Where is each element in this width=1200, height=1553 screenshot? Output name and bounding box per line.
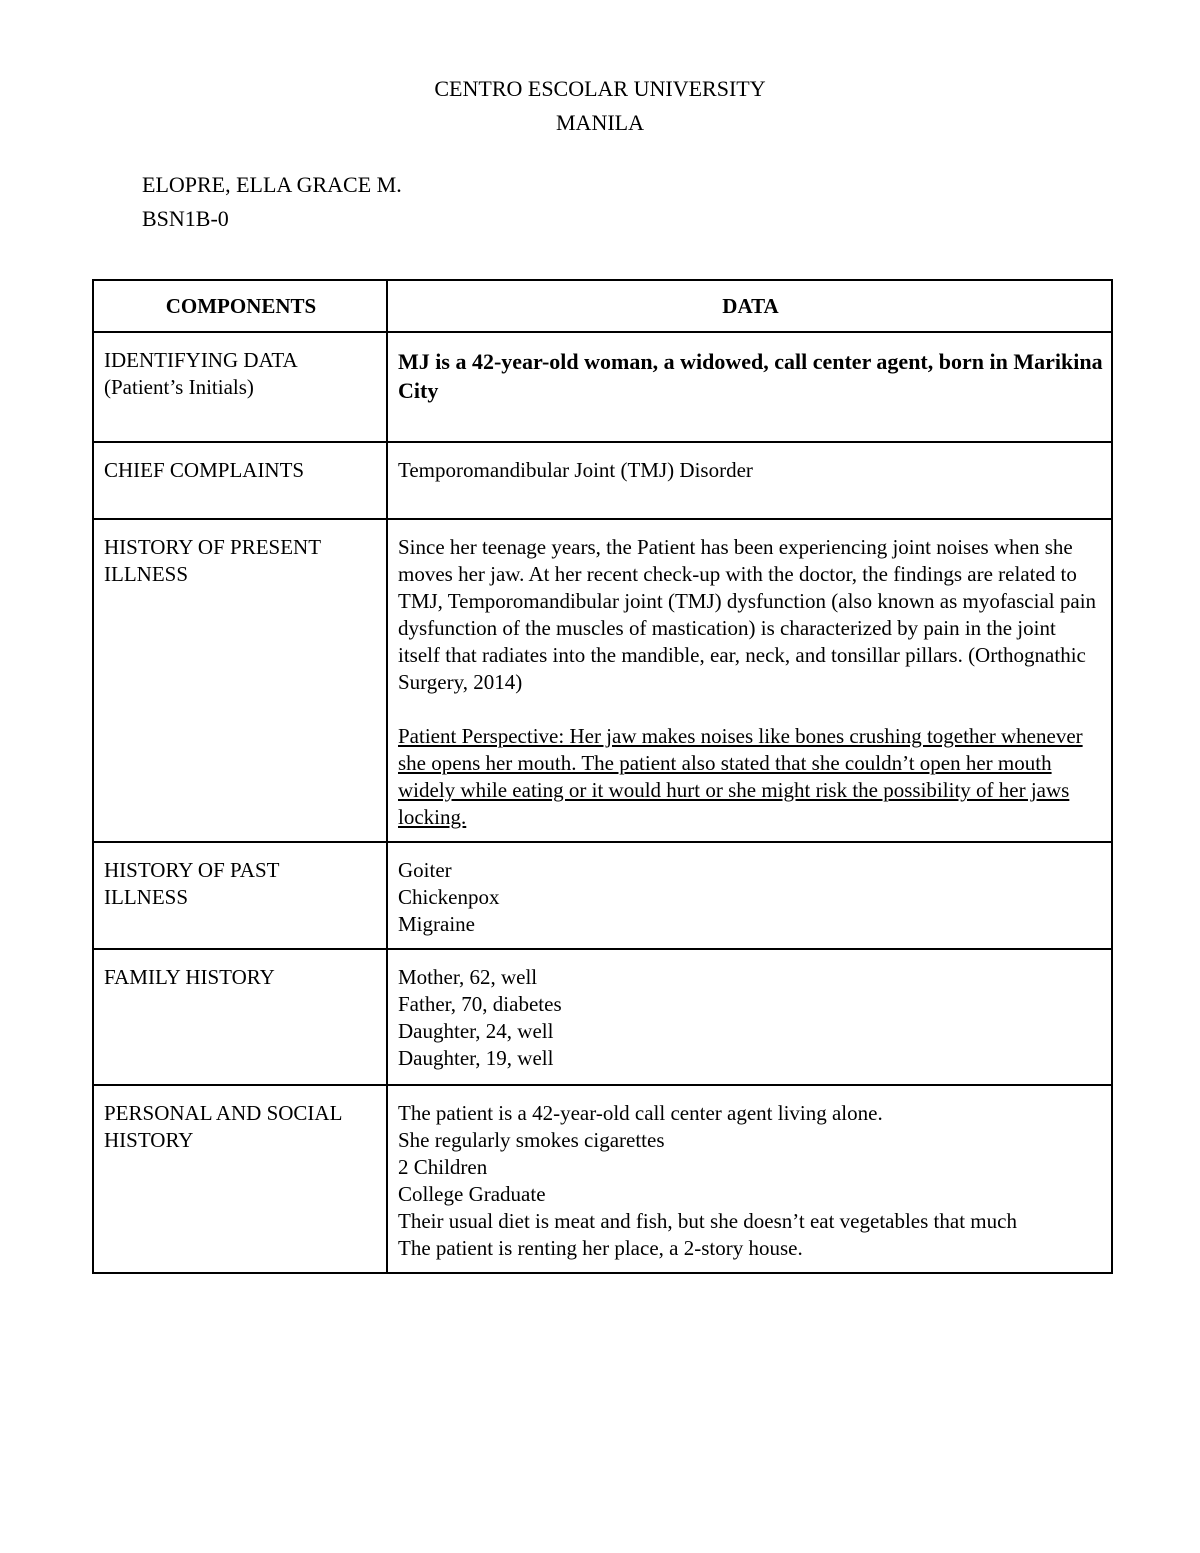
table-row [93, 949, 1112, 1085]
list-item: Father, 70, diabetes [398, 992, 562, 1016]
table-row [93, 1085, 1112, 1273]
list-item: Daughter, 24, well [398, 1019, 554, 1043]
table-row [93, 842, 1112, 949]
component-label: CHIEF COMPLAINTS [104, 458, 305, 482]
campus-name: MANILA [556, 110, 644, 135]
data-cell [387, 332, 1112, 442]
component-label-cont: HISTORY [104, 1128, 194, 1152]
chief-complaint-text: Temporomandibular Joint (TMJ) Disorder [398, 458, 753, 482]
data-cell [387, 519, 1112, 842]
health-history-table [92, 279, 1113, 1274]
component-cell [93, 332, 387, 442]
component-label: HISTORY OF PRESENT [104, 535, 322, 559]
table-header-row [93, 280, 1112, 332]
list-item: Their usual diet is meat and fish, but she doesn’t eat vegetables that much [398, 1209, 1017, 1233]
student-section: BSN1B-0 [142, 206, 229, 231]
paragraph-gap [398, 696, 1103, 723]
table-row [93, 442, 1112, 519]
list-item: Daughter, 19, well [398, 1046, 554, 1070]
header-components: COMPONENTS [93, 280, 387, 332]
component-cell [93, 1085, 387, 1273]
student-name: ELOPRE, ELLA GRACE M. [142, 172, 402, 197]
university-name: CENTRO ESCOLAR UNIVERSITY [434, 76, 766, 101]
component-label-cont: ILLNESS [104, 885, 188, 909]
data-cell [387, 442, 1112, 519]
list-item: Migraine [398, 912, 475, 936]
component-cell [93, 842, 387, 949]
table-row [93, 332, 1112, 442]
list-item: She regularly smokes cigarettes [398, 1128, 665, 1152]
component-cell [93, 519, 387, 842]
list-item: 2 Children [398, 1155, 488, 1179]
present-illness-text: Since her teenage years, the Patient has been experiencing joint noises when she moves her jaw. At her recent check-up with the doctor, the findings are related to TMJ, Temporomandibular joint (TMJ) dysfunction (also known as myofascial pain dysfunction of the muscles of mastication) is characterized by pain in the joint itself that radiates into the mandible, ear, neck, and tonsillar pillars. (Orthognathic Surgery, 2014) [398, 535, 1097, 694]
component-label-cont: ILLNESS [104, 562, 188, 586]
data-cell [387, 949, 1112, 1085]
list-item: Chickenpox [398, 885, 500, 909]
patient-perspective-text: Patient Perspective: Her jaw makes noises like bones crushing together whenever she opens her mouth. The patient also stated that she couldn’t open her mouth widely while eating or it would hurt or she might risk the possibility of her jaws locking. [398, 724, 1083, 829]
table-row [93, 519, 1112, 842]
component-cell [93, 949, 387, 1085]
list-item: The patient is renting her place, a 2-story house. [398, 1236, 803, 1260]
data-cell [387, 1085, 1112, 1273]
component-sublabel: (Patient’s Initials) [104, 375, 254, 399]
list-item: The patient is a 42-year-old call center agent living alone. [398, 1101, 883, 1125]
student-info [142, 168, 402, 236]
component-label: PERSONAL AND SOCIAL [104, 1101, 343, 1125]
list-item: Mother, 62, well [398, 965, 538, 989]
component-label: FAMILY HISTORY [104, 965, 275, 989]
document-header [0, 72, 1200, 140]
component-cell [93, 442, 387, 519]
data-cell [387, 842, 1112, 949]
component-label: IDENTIFYING DATA [104, 348, 298, 372]
component-label: HISTORY OF PAST [104, 858, 280, 882]
list-item: College Graduate [398, 1182, 546, 1206]
header-data: DATA [387, 280, 1112, 332]
identifying-data-text: MJ is a 42-year-old woman, a widowed, call center agent, born in Marikina City [398, 349, 1103, 403]
list-item: Goiter [398, 858, 452, 882]
